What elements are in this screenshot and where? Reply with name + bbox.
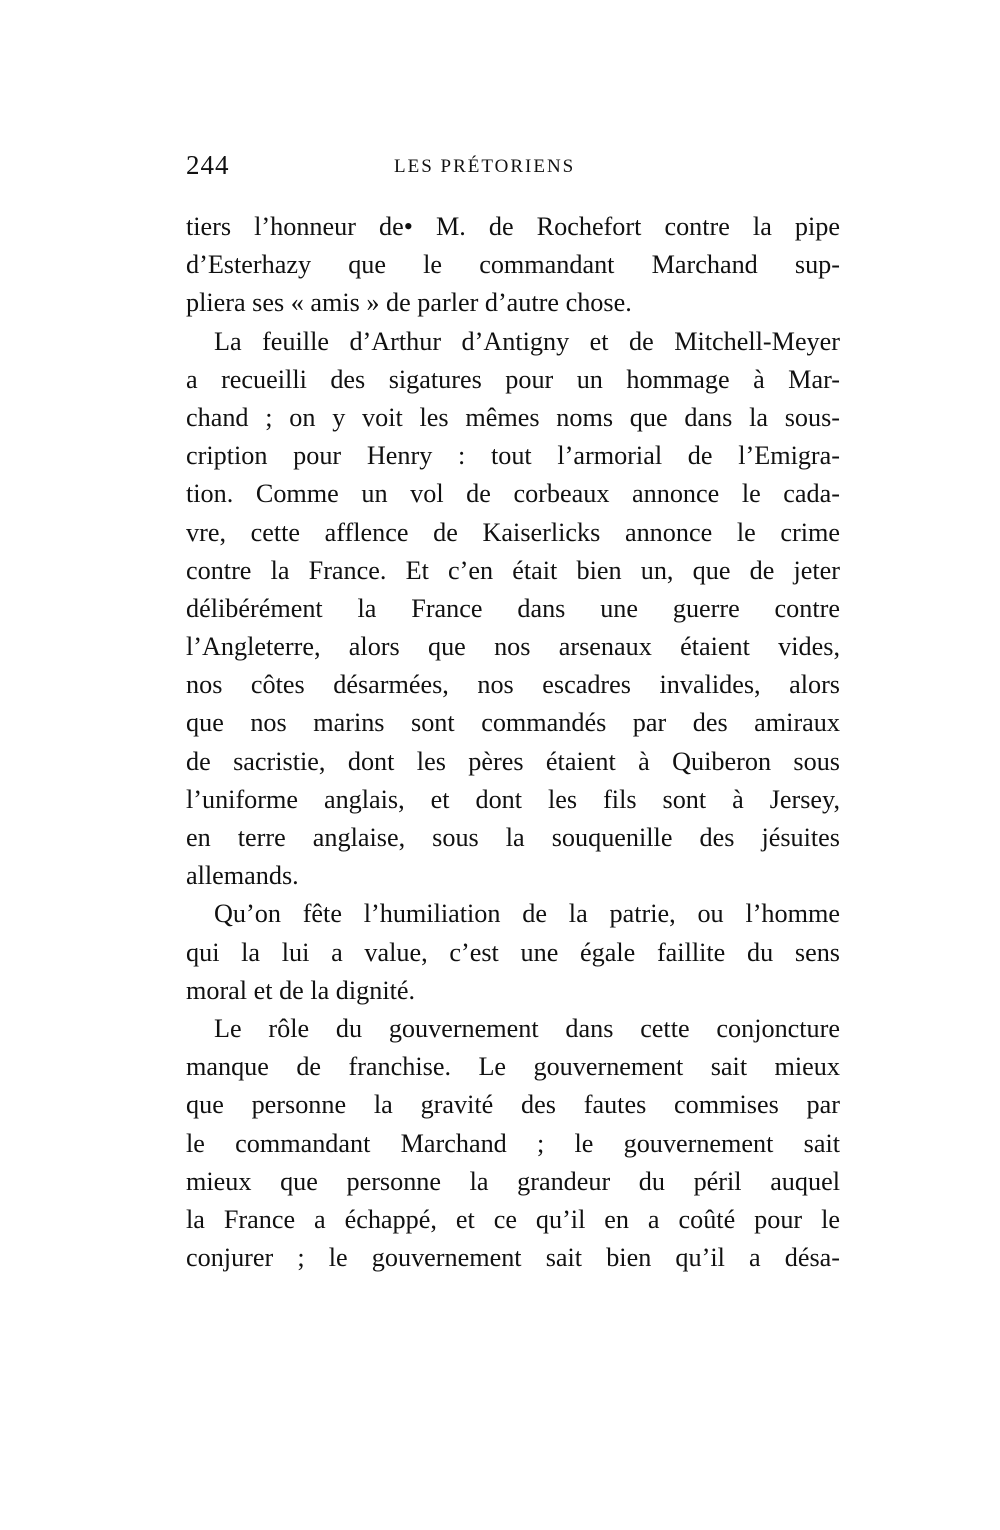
text-line: tion. Comme un vol de corbeaux annonce le cada-: [186, 479, 840, 509]
text-line: moral et de la dignité.: [186, 975, 416, 1005]
running-head: [186, 150, 840, 194]
text-line: l’Angleterre, alors que nos arsenaux étaient vides,: [186, 632, 840, 662]
text-line: cription pour Henry : tout l’armorial de l’Emigra-: [186, 441, 840, 471]
text-line: vre, cette afflence de Kaiserlicks annonce le crime: [186, 517, 840, 547]
paragraph: [186, 1010, 840, 1277]
page-number: 244: [186, 150, 230, 180]
text-line: pliera ses « amis » de parler d’autre chose.: [186, 288, 632, 318]
text-line: la France a échappé, et ce qu’il en a coûté pour le: [186, 1204, 840, 1234]
text-line: Qu’on fête l’humiliation de la patrie, ou l’homme: [214, 899, 840, 929]
text-line: Le rôle du gouvernement dans cette conjoncture: [214, 1013, 840, 1043]
text-line: contre la France. Et c’en était bien un, que de jeter: [186, 555, 840, 585]
text-line: a recueilli des sigatures pour un hommage à Mar-: [186, 364, 840, 394]
body-text: [186, 208, 840, 1277]
text-line: de sacristie, dont les pères étaient à Quiberon sous: [186, 746, 840, 776]
text-line: allemands.: [186, 861, 299, 891]
text-line: tiers l’honneur de• M. de Rochefort contre la pipe: [186, 212, 840, 241]
paragraph: [186, 895, 840, 1010]
running-title: LES PRÉTORIENS: [394, 156, 576, 177]
text-line: en terre anglaise, sous la souquenille des jésuites: [186, 823, 840, 852]
text-line: chand ; on y voit les mêmes noms que dans la sous-: [186, 402, 840, 432]
text-line: d’Esterhazy que le commandant Marchand sup-: [186, 250, 840, 280]
text-line: délibérément la France dans une guerre contre: [186, 593, 840, 623]
paragraph: [186, 208, 840, 323]
text-line: manque de franchise. Le gouvernement sait mieux: [186, 1052, 840, 1082]
book-page: [186, 150, 840, 1277]
text-line: le commandant Marchand ; le gouvernement sait: [186, 1128, 840, 1158]
text-line: l’uniforme anglais, et dont les fils sont à Jersey,: [186, 784, 840, 814]
text-line: qui la lui a value, c’est une égale faillite du sens: [186, 937, 840, 967]
text-line: mieux que personne la grandeur du péril auquel: [186, 1166, 840, 1196]
text-line: nos côtes désarmées, nos escadres invalides, alors: [186, 670, 840, 700]
text-line: que nos marins sont commandés par des amiraux: [186, 708, 840, 738]
text-line: conjurer ; le gouvernement sait bien qu’il a désa-: [186, 1243, 840, 1273]
paragraph: [186, 323, 840, 896]
text-line: La feuille d’Arthur d’Antigny et de Mitchell-Meyer: [214, 326, 840, 356]
text-line: que personne la gravité des fautes commises par: [186, 1090, 840, 1120]
